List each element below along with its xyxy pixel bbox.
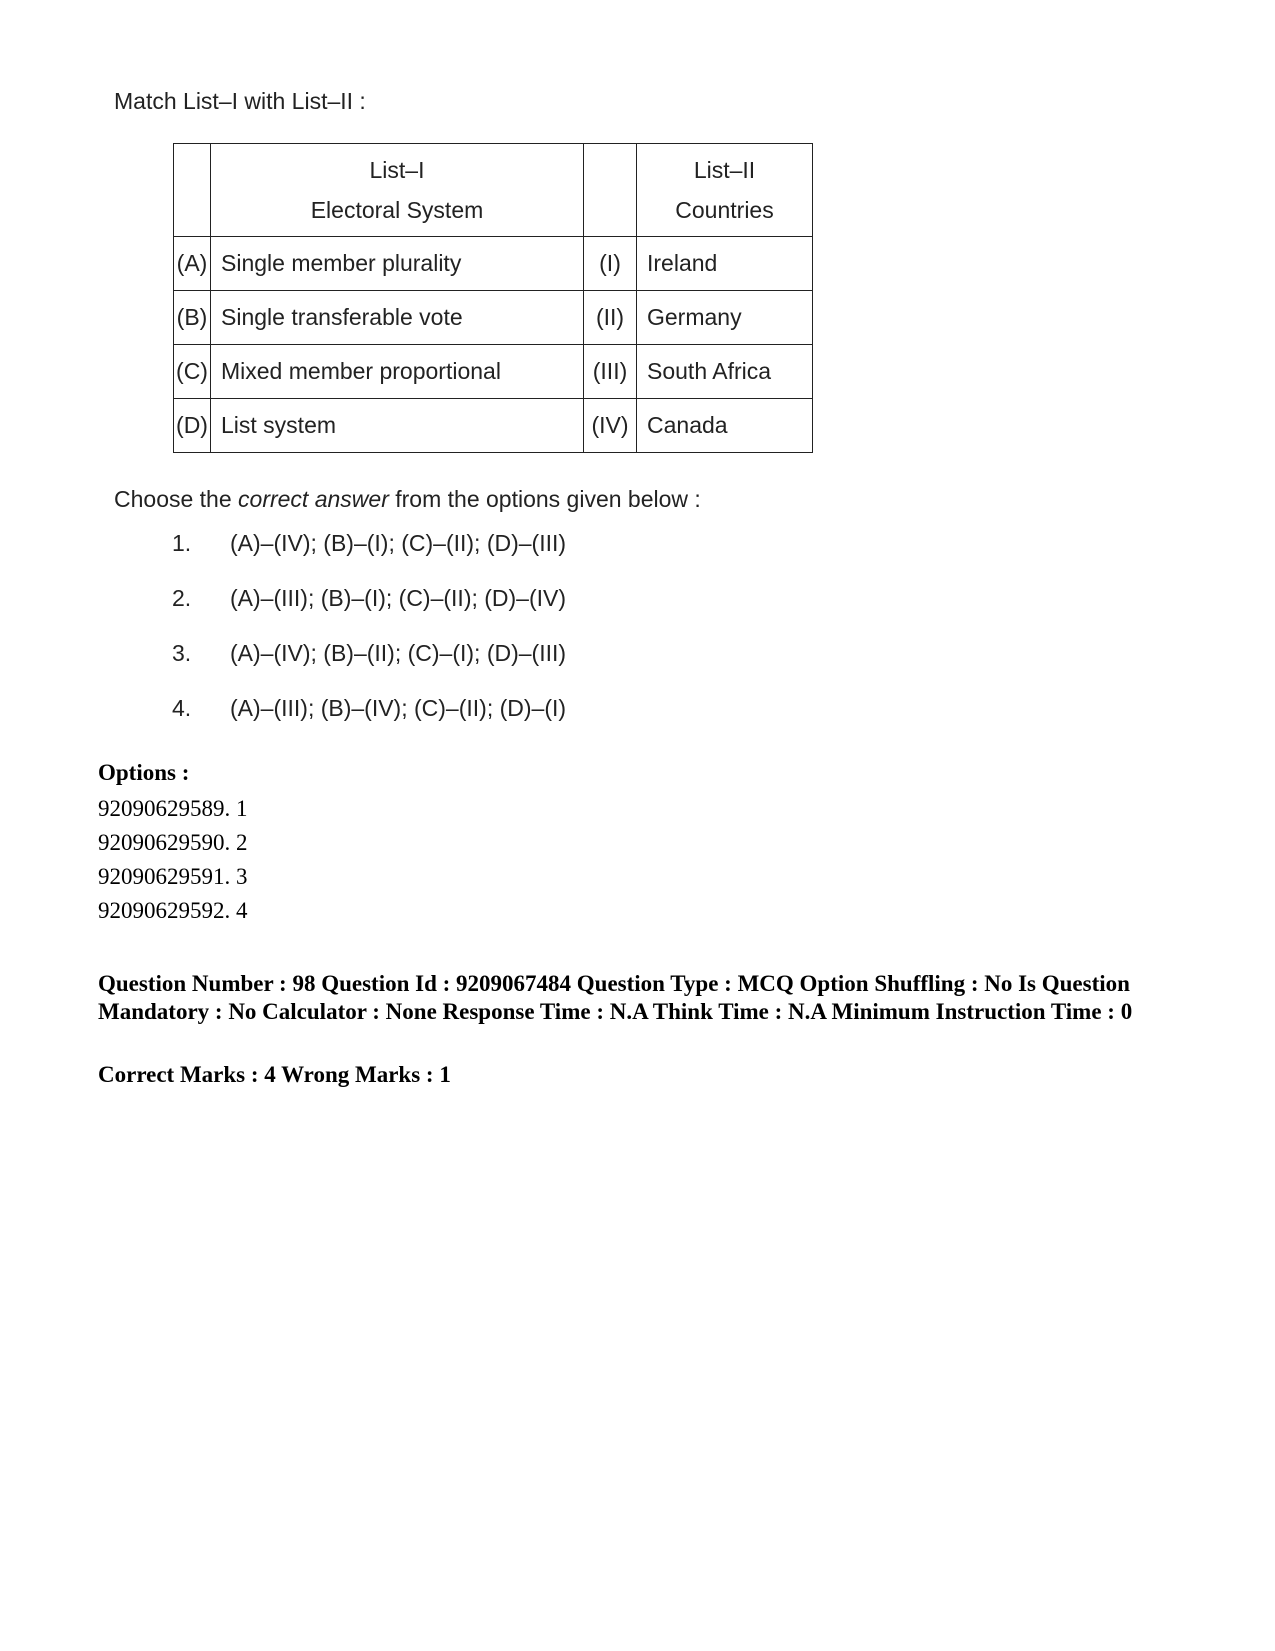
- list1-key: (B): [174, 291, 211, 345]
- choice-number: 1.: [172, 530, 192, 556]
- choose-pre: Choose the: [114, 486, 239, 512]
- question-prompt: Match List–I with List–II :: [114, 88, 366, 114]
- option-id-item: 92090629590. 2: [98, 830, 248, 855]
- answer-choice: [0, 640, 800, 670]
- list2-value: Germany: [637, 291, 813, 345]
- choice-number: 4.: [172, 695, 192, 721]
- header-empty-cell: [174, 144, 211, 237]
- table-row: [174, 345, 813, 399]
- options-heading: Options :: [98, 760, 190, 785]
- table-row: [174, 237, 813, 291]
- list2-value: Canada: [637, 399, 813, 453]
- list1-key: (D): [174, 399, 211, 453]
- marks-info: Correct Marks : 4 Wrong Marks : 1: [98, 1062, 451, 1087]
- list2-key: (IV): [584, 399, 637, 453]
- list2-title: List–II: [693, 157, 756, 183]
- list1-subtitle: Electoral System: [310, 197, 484, 223]
- list2-value: Ireland: [637, 237, 813, 291]
- list1-value: List system: [211, 399, 584, 453]
- list1-value: Mixed member proportional: [211, 345, 584, 399]
- list1-key: (A): [174, 237, 211, 291]
- list2-subtitle: Countries: [675, 197, 774, 223]
- choose-instruction: [114, 486, 701, 513]
- list2-key: (II): [584, 291, 637, 345]
- question-metadata: Question Number : 98 Question Id : 9209067484 Question Type : MCQ Option Shuffling : No Is Question Mandatory : No Calculator : None Response Time : N.A Think Time : N.A Minimum Instruction Time : 0: [98, 971, 1133, 1024]
- choice-text: (A)–(III); (B)–(IV); (C)–(II); (D)–(I): [230, 695, 567, 721]
- list1-key: (C): [174, 345, 211, 399]
- table-header-row: [174, 144, 813, 237]
- choice-text: (A)–(III); (B)–(I); (C)–(II); (D)–(IV): [230, 585, 567, 611]
- list1-header: [211, 144, 584, 237]
- option-id-item: 92090629592. 4: [98, 898, 248, 923]
- list2-header: [637, 144, 813, 237]
- header-empty-cell: [584, 144, 637, 237]
- list2-key: (III): [584, 345, 637, 399]
- list1-title: List–I: [369, 157, 425, 183]
- choice-number: 2.: [172, 585, 192, 611]
- choice-text: (A)–(IV); (B)–(II); (C)–(I); (D)–(III): [230, 640, 567, 666]
- option-id-list: [98, 792, 248, 928]
- list2-value: South Africa: [637, 345, 813, 399]
- answer-choice: [0, 530, 800, 560]
- list1-value: Single transferable vote: [211, 291, 584, 345]
- option-id-item: 92090629591. 3: [98, 864, 248, 889]
- choose-emphasis: correct answer: [238, 486, 389, 512]
- choose-post: from the options given below :: [388, 486, 701, 512]
- table-row: [174, 291, 813, 345]
- match-table: [173, 143, 813, 453]
- table-row: [174, 399, 813, 453]
- choice-number: 3.: [172, 640, 192, 666]
- answer-choice: [0, 695, 800, 725]
- list1-value: Single member plurality: [211, 237, 584, 291]
- list2-key: (I): [584, 237, 637, 291]
- option-id-item: 92090629589. 1: [98, 796, 248, 821]
- choice-text: (A)–(IV); (B)–(I); (C)–(II); (D)–(III): [230, 530, 567, 556]
- answer-choice: [0, 585, 800, 615]
